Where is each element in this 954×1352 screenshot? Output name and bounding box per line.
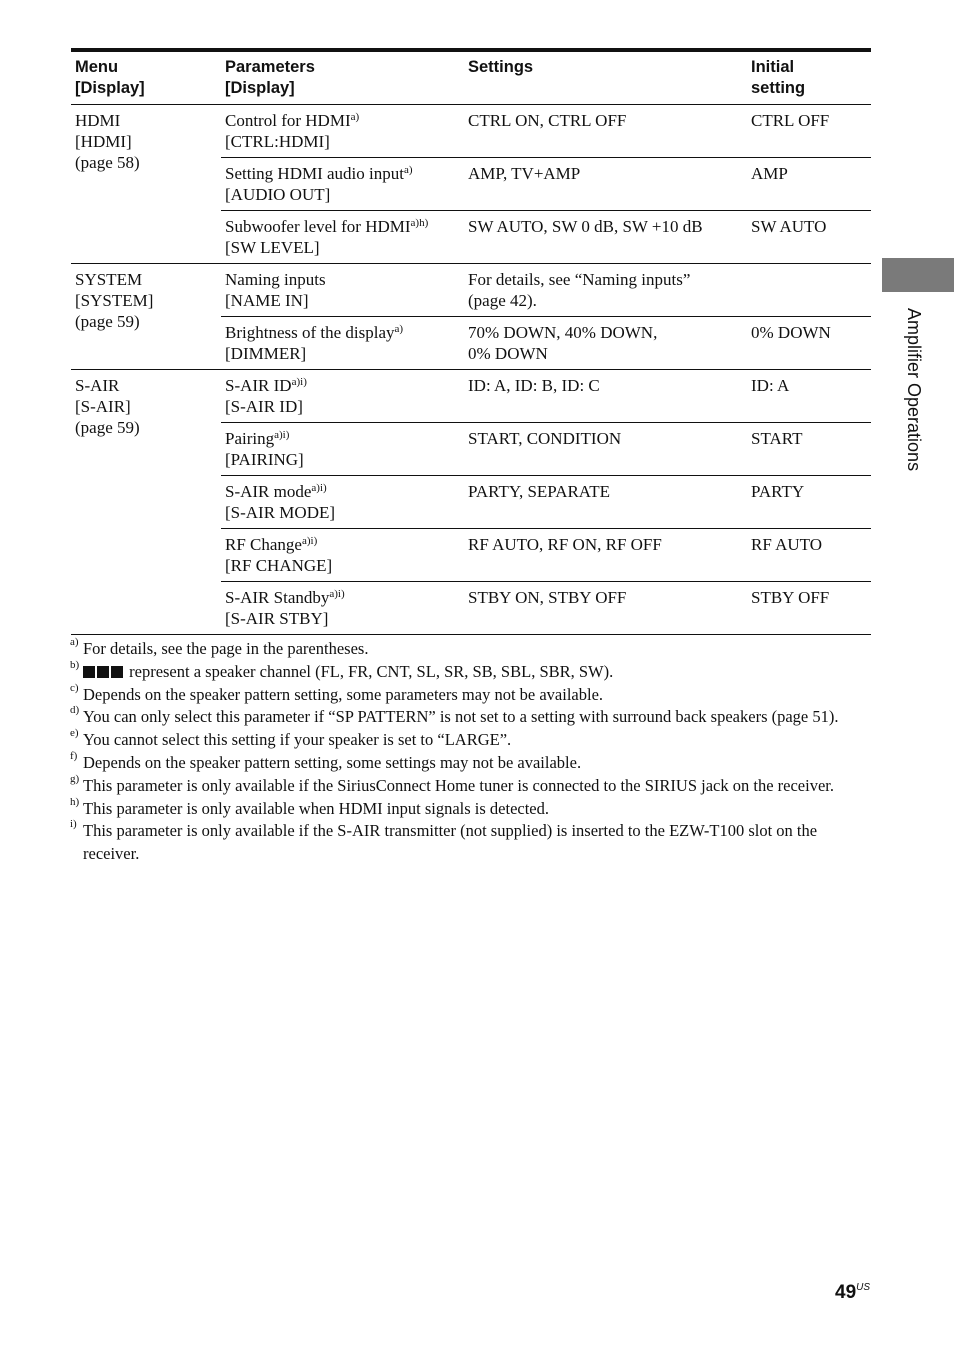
footnote-mark: e) xyxy=(70,727,79,740)
menu-cell-line: SYSTEM xyxy=(75,270,143,289)
parameter-name-line xyxy=(225,163,460,184)
menu-cell-line: S-AIR xyxy=(75,376,120,395)
header-initial-setting xyxy=(747,50,871,105)
menu-cell xyxy=(71,264,221,370)
settings-line: CTRL ON, CTRL OFF xyxy=(468,111,627,130)
settings-cell xyxy=(464,158,747,211)
settings-cell xyxy=(464,211,747,264)
menu-cell xyxy=(71,370,221,635)
initial-setting-cell: PARTY xyxy=(747,476,871,529)
parameter-cell xyxy=(221,105,464,158)
menu-cell-line: (page 59) xyxy=(75,312,140,331)
footnote-mark: a) xyxy=(70,636,79,648)
menu-cell-line: [HDMI] xyxy=(75,132,132,151)
initial-setting-cell: ID: A xyxy=(747,370,871,423)
parameter-name: S-AIR Standby xyxy=(225,588,330,607)
parameter-name: RF Change xyxy=(225,535,302,554)
initial-setting-cell: SW AUTO xyxy=(747,211,871,264)
header-menu-line1: Menu xyxy=(75,58,119,76)
parameter-name-line xyxy=(225,428,460,449)
footnote-mark: h) xyxy=(70,795,80,808)
footnote xyxy=(70,729,870,752)
parameter-display: [AUDIO OUT] xyxy=(225,185,331,204)
parameter-display: [CTRL:HDMI] xyxy=(225,132,330,151)
page-number-suffix: US xyxy=(856,1282,871,1293)
menu-cell-line: [SYSTEM] xyxy=(75,291,154,310)
settings-line: SW AUTO, SW 0 dB, SW +10 dB xyxy=(468,217,703,236)
settings-line: (page 42). xyxy=(468,291,537,310)
speaker-channel-square-icon xyxy=(111,666,123,678)
parameter-display: [S-AIR ID] xyxy=(225,397,303,416)
initial-setting-cell xyxy=(747,264,871,317)
initial-setting-cell: CTRL OFF xyxy=(747,105,871,158)
table-body xyxy=(71,105,871,635)
settings-line: STBY ON, STBY OFF xyxy=(468,588,627,607)
header-parameters xyxy=(221,50,464,105)
parameter-display: [PAIRING] xyxy=(225,450,304,469)
speaker-channel-square-icon xyxy=(83,666,95,678)
menu-cell-line: (page 58) xyxy=(75,153,140,172)
parameter-name-line xyxy=(225,481,460,502)
initial-setting-cell: 0% DOWN xyxy=(747,317,871,370)
footnote xyxy=(70,706,870,729)
parameter-name: Brightness of the display xyxy=(225,323,395,342)
settings-cell xyxy=(464,264,747,317)
settings-line: AMP, TV+AMP xyxy=(468,164,581,183)
footnote-mark: g) xyxy=(70,772,80,785)
parameter-name: Control for HDMI xyxy=(225,111,351,130)
settings-cell xyxy=(464,582,747,635)
parameter-cell xyxy=(221,211,464,264)
footnote-text: Depends on the speaker pattern setting, some settings may not be available. xyxy=(83,752,582,772)
header-settings xyxy=(464,50,747,105)
settings-line: For details, see “Naming inputs” xyxy=(468,270,691,289)
parameter-name-line xyxy=(225,587,460,608)
footnote-text: You can only select this parameter if “SP PATTERN” is not set to a setting with surround back speakers (page 51). xyxy=(83,707,839,727)
footnote-mark: d) xyxy=(70,704,80,717)
settings-line: START, CONDITION xyxy=(468,429,622,448)
parameter-name: Subwoofer level for HDMI xyxy=(225,217,411,236)
parameter-name-line xyxy=(225,322,460,343)
settings-line: RF AUTO, RF ON, RF OFF xyxy=(468,535,662,554)
settings-line: PARTY, SEPARATE xyxy=(468,482,610,501)
footnote xyxy=(70,749,870,775)
page-number xyxy=(835,1282,870,1304)
footnote-ref: a) xyxy=(403,164,413,176)
page-number-value: 49 xyxy=(835,1282,857,1303)
footnote-ref: a)i) xyxy=(291,376,307,388)
parameter-name: S-AIR mode xyxy=(225,482,312,501)
initial-setting-cell: START xyxy=(747,423,871,476)
header-params-line1: Parameters xyxy=(225,58,315,76)
footnote-ref: a) xyxy=(350,111,360,123)
parameter-display: [NAME IN] xyxy=(225,291,309,310)
footnote-ref: a) xyxy=(394,323,404,335)
footnote xyxy=(70,820,870,866)
footnote-text: Depends on the speaker pattern setting, some parameters may not be available. xyxy=(83,684,604,704)
parameter-cell xyxy=(221,529,464,582)
section-side-title: Amplifier Operations xyxy=(904,308,924,472)
footnote-ref: a)i) xyxy=(301,535,318,547)
parameter-name-line xyxy=(225,375,460,396)
footnote-text: This parameter is only available if the SiriusConnect Home tuner is connected to the SIRIUS jack on the receiver. xyxy=(83,775,834,795)
footnotes xyxy=(70,638,870,866)
parameter-name-line xyxy=(225,216,460,237)
parameter-display: [RF CHANGE] xyxy=(225,556,333,575)
header-initial-line2: setting xyxy=(751,79,806,97)
footnote-text: For details, see the page in the parentheses. xyxy=(83,639,369,658)
initial-setting-cell: RF AUTO xyxy=(747,529,871,582)
parameter-cell xyxy=(221,317,464,370)
menu-cell xyxy=(71,105,221,264)
parameter-name: Setting HDMI audio input xyxy=(225,164,404,183)
header-menu-line2: [Display] xyxy=(75,79,145,97)
parameter-name-line xyxy=(225,534,460,555)
menu-cell-line: HDMI xyxy=(75,111,121,130)
parameter-name-line xyxy=(225,269,460,290)
settings-cell xyxy=(464,317,747,370)
menu-cell-line: (page 59) xyxy=(75,418,140,437)
footnote xyxy=(70,681,870,707)
footnote-ref: a)i) xyxy=(274,429,290,441)
footnote-ref: a)i) xyxy=(329,588,345,600)
initial-setting-cell: AMP xyxy=(747,158,871,211)
footnote xyxy=(70,638,870,661)
section-tab-marker xyxy=(882,258,954,292)
footnote-mark: b) xyxy=(70,658,80,671)
footnote-mark: c) xyxy=(70,681,79,694)
footnote-mark: i) xyxy=(70,818,77,831)
table-row xyxy=(71,264,871,317)
speaker-channel-square-icon xyxy=(97,666,109,678)
settings-cell xyxy=(464,476,747,529)
parameter-cell xyxy=(221,423,464,476)
footnote-text: This parameter is only available when HDMI input signals is detected. xyxy=(83,798,550,818)
parameter-cell xyxy=(221,264,464,317)
footnote xyxy=(70,795,870,821)
parameter-display: [S-AIR MODE] xyxy=(225,503,336,522)
settings-line: ID: A, ID: B, ID: C xyxy=(468,376,600,395)
menu-cell-line: [S-AIR] xyxy=(75,397,131,416)
parameter-display: [SW LEVEL] xyxy=(225,238,320,257)
footnote-text: This parameter is only available if the S-AIR transmitter (not supplied) is inserted to the EZW-T100 slot on the receiver. xyxy=(83,821,818,864)
table-row xyxy=(71,105,871,158)
parameter-name-line xyxy=(225,110,460,131)
parameter-cell xyxy=(221,582,464,635)
footnote xyxy=(70,658,870,684)
parameter-name: S-AIR ID xyxy=(225,376,292,395)
header-menu xyxy=(71,50,221,105)
initial-setting-cell: STBY OFF xyxy=(747,582,871,635)
parameter-name: Pairing xyxy=(225,429,275,448)
settings-table xyxy=(71,48,871,635)
footnote-ref: a)h) xyxy=(410,217,429,229)
settings-cell xyxy=(464,529,747,582)
footnote-mark: f) xyxy=(70,749,78,762)
footnote-text: You cannot select this setting if your speaker is set to “LARGE”. xyxy=(83,730,512,750)
settings-line: 0% DOWN xyxy=(468,344,548,363)
footnote-text: represent a speaker channel (FL, FR, CNT, SL, SR, SB, SBL, SBR, SW). xyxy=(125,661,614,681)
parameter-name: Naming inputs xyxy=(225,270,326,289)
settings-cell xyxy=(464,370,747,423)
header-params-line2: [Display] xyxy=(225,79,295,97)
parameter-display: [S-AIR STBY] xyxy=(225,609,329,628)
parameter-cell xyxy=(221,370,464,423)
footnote xyxy=(70,772,870,798)
settings-cell xyxy=(464,423,747,476)
parameter-cell xyxy=(221,158,464,211)
settings-line: 70% DOWN, 40% DOWN, xyxy=(468,323,658,342)
footnote-ref: a)i) xyxy=(311,482,327,494)
header-initial-line1: Initial xyxy=(751,58,795,76)
settings-cell xyxy=(464,105,747,158)
header-settings-label: Settings xyxy=(468,58,534,76)
table-header-row xyxy=(71,50,871,105)
table-row xyxy=(71,370,871,423)
parameter-cell xyxy=(221,476,464,529)
parameter-display: [DIMMER] xyxy=(225,344,307,363)
